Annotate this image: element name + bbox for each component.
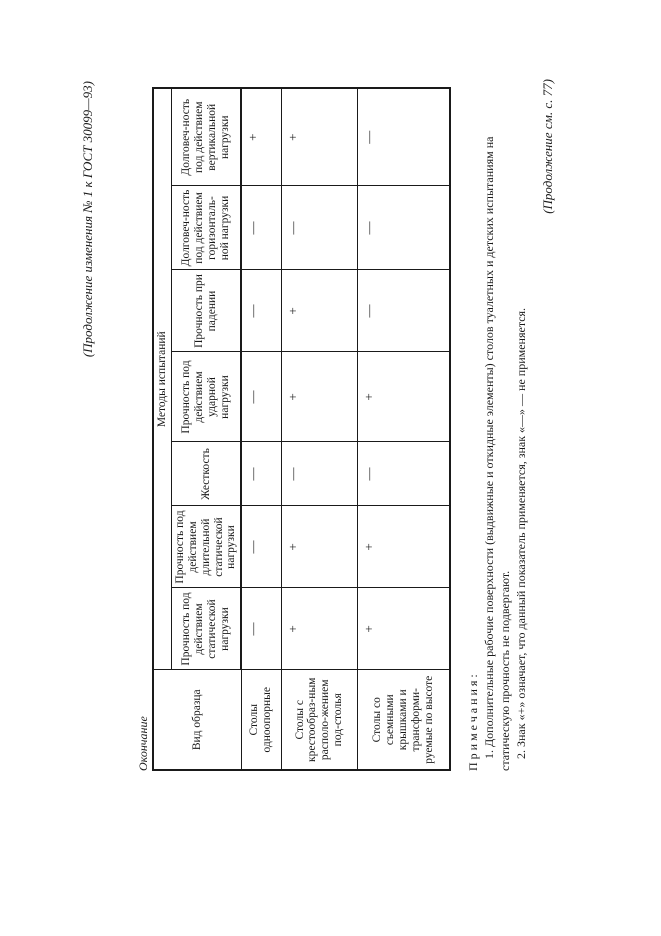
notes-title: Примечания: (466, 671, 480, 771)
value-cell: — (241, 352, 281, 442)
table-row (281, 88, 357, 770)
value-cell: + (357, 588, 450, 670)
method-header: Прочность под действием ударной нагрузки (171, 352, 241, 442)
value-cell: + (281, 88, 357, 186)
table-row (241, 88, 281, 770)
test-methods-table (152, 87, 451, 771)
value-cell: + (281, 352, 357, 442)
value-cell: — (357, 270, 450, 352)
specimen-cell: Столы с крестообраз-ным располо-жением под-столья (281, 670, 357, 770)
value-cell: — (357, 88, 450, 186)
note-1: 1. Дополнительные рабочие поверхности (выдвижные и откидные элементы) столов туалетных и детских испытаниям на статическую прочность не подвергают. (481, 136, 512, 771)
value-cell: — (281, 442, 357, 506)
value-cell: + (281, 270, 357, 352)
methods-group-header: Методы испытаний (153, 88, 171, 670)
method-header: Долговеч-ность под действием горизонталь-ной нагрузки (171, 186, 241, 270)
method-header: Долговеч-ность под действием вертикальной нагрузки (171, 88, 241, 186)
value-cell: — (357, 442, 450, 506)
method-header: Прочность под действием статической нагрузки (171, 588, 241, 670)
method-header: Жесткость (171, 442, 241, 506)
value-cell: + (357, 506, 450, 588)
value-cell: + (357, 352, 450, 442)
header-note: (Продолжение изменения № 1 к ГОСТ 30099—93) (80, 81, 95, 358)
value-cell: — (241, 442, 281, 506)
specimen-cell: Столы со съемными крышками и трансформи-руемые по высоте (357, 670, 450, 770)
specimen-cell: Столы одноопорные (241, 670, 281, 770)
method-header: Прочность при падении (171, 270, 241, 352)
value-cell: — (241, 588, 281, 670)
table-row (357, 88, 450, 770)
value-cell: — (241, 506, 281, 588)
value-cell: + (281, 506, 357, 588)
value-cell: — (357, 186, 450, 270)
value-cell: — (241, 186, 281, 270)
note-2: 2. Знак «+» означает, что данный показатель применяется, знак «—» — не применяется. (513, 307, 528, 759)
value-cell: + (281, 588, 357, 670)
value-cell: + (241, 88, 281, 186)
value-cell: — (241, 270, 281, 352)
continued-note: (Продолжение см. с. 77) (540, 79, 555, 214)
specimen-column-header: Вид образца (153, 670, 241, 770)
ending-label: Окончание (136, 716, 150, 771)
value-cell: — (281, 186, 357, 270)
notes-block (466, 71, 530, 771)
method-header: Прочность под действием длительной статической нагрузки (171, 506, 241, 588)
